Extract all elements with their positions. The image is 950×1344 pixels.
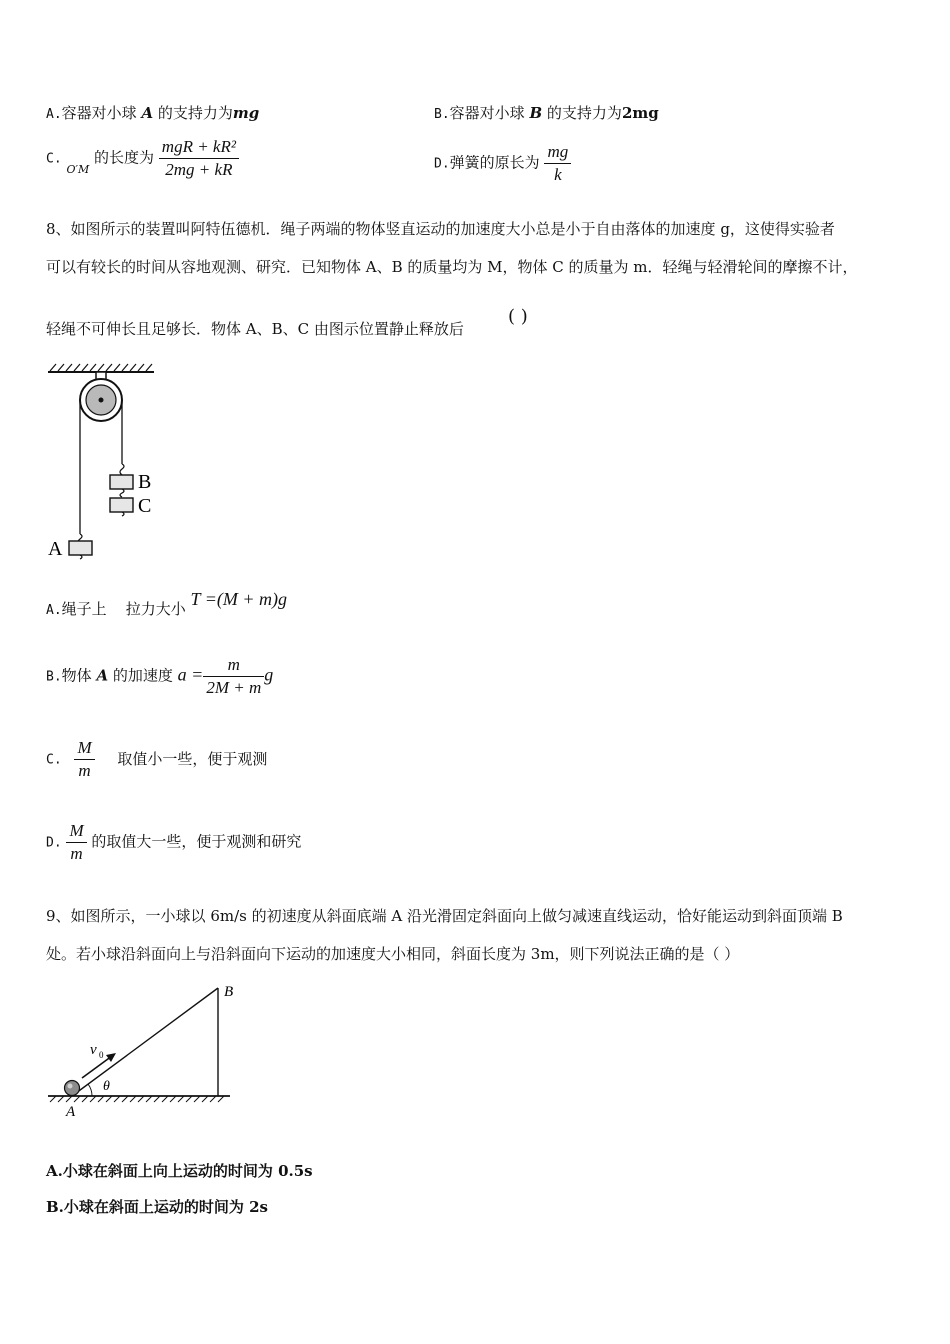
segment-om: O′M bbox=[66, 162, 90, 176]
q8-option-b bbox=[46, 655, 273, 698]
q8-option-d bbox=[46, 821, 301, 864]
q9-option-a: A.小球在斜面上向上运动的时间为 0.5s bbox=[46, 1162, 313, 1180]
angle-arc bbox=[88, 1084, 92, 1096]
velocity-arrow-head bbox=[106, 1053, 116, 1062]
q8-stem-line1: 8、如图所示的装置叫阿特伍德机．绳子两端的物体竖直运动的加速度大小总是小于自由落体的加速度 g，这使得实验者 bbox=[46, 220, 835, 238]
fraction bbox=[544, 142, 571, 185]
label-theta: θ bbox=[103, 1079, 110, 1094]
option-label: A. bbox=[46, 603, 62, 618]
fraction bbox=[159, 137, 239, 180]
block-c bbox=[110, 498, 133, 512]
fraction-numerator: m bbox=[203, 655, 264, 677]
formula-lhs: a = bbox=[177, 664, 204, 685]
option-label: C. bbox=[46, 752, 62, 768]
q7-option-b bbox=[434, 102, 659, 123]
option-label: B. bbox=[434, 107, 450, 122]
q9-stem-line1: 9、如图所示，一小球以 6m/s 的初速度从斜面底端 A 沿光滑固定斜面向上做匀减速直线运动，恰好能运动到斜面顶端 B bbox=[46, 907, 843, 925]
fraction-denominator: m bbox=[70, 844, 83, 863]
q7-option-c bbox=[46, 137, 239, 180]
q9-option-b: B.小球在斜面上运动的时间为 2s bbox=[46, 1198, 269, 1216]
answer-2mg: 2mg bbox=[621, 104, 659, 122]
fraction-numerator: M bbox=[74, 738, 94, 760]
fraction-denominator: 2mg + kR bbox=[165, 160, 233, 179]
option-text: 弹簧的原长为 bbox=[449, 153, 540, 172]
option-text: 容器对小球 bbox=[449, 104, 525, 122]
incline-figure bbox=[40, 978, 250, 1123]
option-text: 的长度为 bbox=[94, 148, 155, 167]
q8-option-a bbox=[46, 589, 287, 619]
option-text: 取值小一些，便于观测 bbox=[117, 749, 268, 768]
option-text-mid: 的加速度 bbox=[112, 666, 173, 685]
answer-mg: mg bbox=[232, 104, 260, 122]
option-label: B. bbox=[46, 669, 62, 685]
hook-c bbox=[120, 489, 124, 497]
fraction-denominator: k bbox=[554, 165, 562, 184]
option-text: 物体 bbox=[61, 666, 92, 685]
hook-a-bottom bbox=[80, 555, 82, 559]
fraction bbox=[66, 821, 86, 864]
option-label: A. bbox=[46, 107, 62, 122]
option-text: 容器对小球 bbox=[61, 104, 137, 122]
label-v0-sub: 0 bbox=[99, 1050, 104, 1060]
block-b bbox=[110, 475, 133, 489]
ground-hatch bbox=[50, 1096, 224, 1102]
pulley-axle bbox=[99, 398, 104, 403]
label-b: B bbox=[138, 471, 152, 493]
q8-option-c bbox=[46, 738, 267, 781]
velocity-arrow bbox=[82, 1056, 112, 1078]
fraction bbox=[74, 738, 94, 781]
answer-bracket: ( ) bbox=[508, 306, 528, 327]
q8-stem-line3: 轻绳不可伸长且足够长．物体 A、B、C 由图示位置静止释放后 bbox=[46, 320, 464, 338]
option-text: 绳子上 拉力大小 bbox=[61, 600, 186, 618]
var-a: A bbox=[141, 104, 154, 122]
label-a: A bbox=[48, 538, 63, 560]
option-label: D. bbox=[434, 156, 450, 172]
q8-stem-line2: 可以有较长的时间从容地观测、研究．已知物体 A、B 的质量均为 M，物体 C 的质量为 m．轻绳与轻滑轮间的摩擦不计， bbox=[46, 258, 858, 276]
q9-stem-line2: 处。若小球沿斜面向上与沿斜面向下运动的加速度大小相同，斜面长度为 3m，则下列说法正确的是（ ） bbox=[46, 945, 740, 963]
hook-c-bottom bbox=[122, 512, 124, 516]
label-b: B bbox=[224, 984, 234, 1000]
fraction bbox=[203, 655, 264, 698]
fraction-denominator: 2M + m bbox=[206, 678, 262, 697]
fraction-numerator: M bbox=[66, 821, 86, 843]
fraction-numerator: mg bbox=[544, 142, 571, 164]
ball bbox=[65, 1081, 80, 1096]
fraction-numerator: mgR + kR² bbox=[159, 137, 239, 159]
hook-b bbox=[120, 464, 124, 475]
option-text: 的取值大一些，便于观测和研究 bbox=[91, 832, 302, 851]
option-text-mid: 的支持力为 bbox=[157, 104, 233, 122]
q7-option-a bbox=[46, 102, 259, 123]
atwood-machine-figure bbox=[40, 360, 170, 565]
ball-highlight bbox=[68, 1084, 73, 1089]
option-text-mid: 的支持力为 bbox=[546, 104, 622, 122]
var-b: B bbox=[529, 104, 543, 122]
label-v0: v bbox=[90, 1042, 97, 1058]
var-a: A bbox=[96, 666, 109, 685]
option-label: D. bbox=[46, 835, 62, 851]
fraction-denominator: m bbox=[78, 761, 91, 780]
option-label: C. bbox=[46, 151, 62, 167]
block-a bbox=[69, 541, 92, 555]
q7-option-d bbox=[434, 142, 571, 185]
label-a: A bbox=[66, 1104, 76, 1120]
formula-tension: T =(M + m)g bbox=[190, 589, 287, 609]
label-c: C bbox=[138, 495, 152, 517]
formula-rhs: g bbox=[264, 664, 274, 685]
ceiling-hatch bbox=[50, 364, 152, 371]
